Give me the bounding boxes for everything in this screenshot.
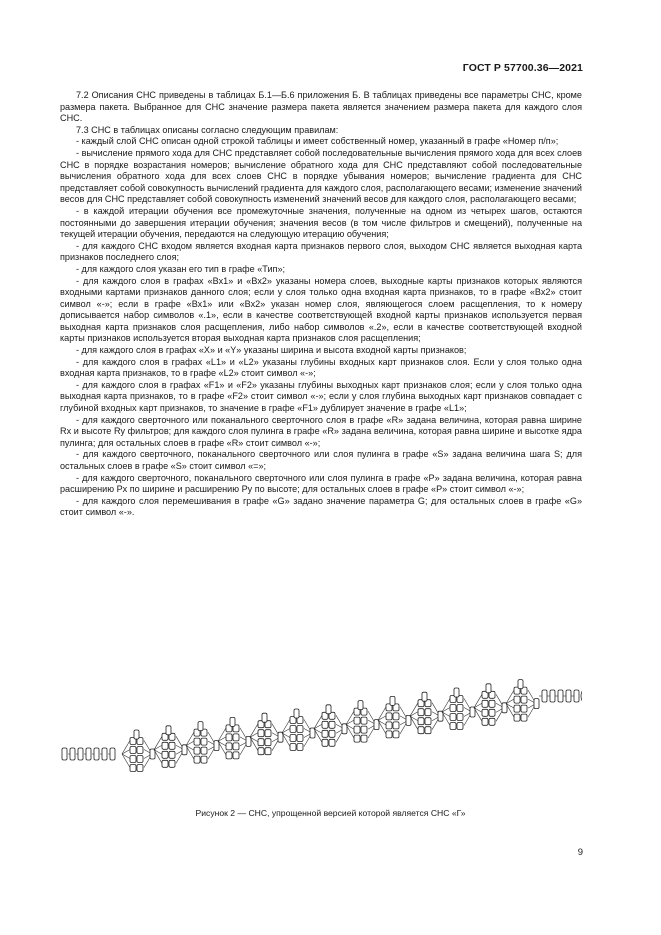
network-layer-node bbox=[482, 709, 488, 716]
paragraph: - для каждого сверточного, поканального сверточного или слоя пулинга в графе «P» задана величина, которая равна расширению Px по ширине и расширению Py по высоте; для остальных слоев в графе «P» стоит символ «-»; bbox=[60, 472, 582, 495]
paragraph: - для каждого СНС входом является входная карта признаков первого слоя, выходом СНС является выходная карта признаков последнего слоя; bbox=[60, 240, 582, 263]
cnn-network-diagram bbox=[60, 676, 582, 796]
network-layer-node bbox=[521, 696, 527, 703]
network-layer-node bbox=[457, 714, 463, 721]
network-layer-node bbox=[450, 723, 456, 730]
network-layer-node bbox=[265, 739, 271, 746]
network-layer-node bbox=[226, 752, 232, 759]
network-layer-node bbox=[386, 713, 392, 720]
network-layer-node bbox=[137, 747, 143, 754]
network-layer-node bbox=[258, 739, 264, 746]
network-layer-node bbox=[418, 718, 424, 725]
network-layer-node bbox=[393, 722, 399, 729]
network-layer-node bbox=[489, 709, 495, 716]
paragraph: - для каждого слоя перемешивания в графе «G» задано значение параметра G; для остальных слоев в графе «G» стоит символ «-». bbox=[60, 495, 582, 518]
network-layer-node bbox=[78, 748, 83, 760]
network-layer-node bbox=[393, 713, 399, 720]
network-layer-node bbox=[265, 730, 271, 737]
network-layer-node bbox=[294, 709, 299, 718]
network-layer-node bbox=[290, 735, 296, 742]
network-output-node bbox=[581, 690, 582, 702]
network-layer-node bbox=[390, 696, 395, 705]
network-layer-node bbox=[290, 744, 296, 751]
network-layer-node bbox=[354, 726, 360, 733]
network-layer-node bbox=[137, 765, 143, 772]
network-layer-node bbox=[534, 699, 539, 709]
network-layer-node bbox=[134, 730, 139, 739]
network-layer-node bbox=[558, 690, 563, 702]
network-layer-node bbox=[201, 756, 207, 763]
paragraph: - для каждого сверточного или поканального сверточного слоя в графе «R» задана величина, которая равна ширине Rx и высоте Ry фильтров; для каждого слоя пулинга в графе «R» задана величина, которая равна ширине и высотке ядра пулинга; для остальных слоев в графе «R» стоит символ «-»; bbox=[60, 414, 582, 448]
document-header-id: ГОСТ Р 57700.36—2021 bbox=[462, 62, 583, 74]
page-number: 9 bbox=[577, 847, 583, 858]
network-layer-node bbox=[489, 700, 495, 707]
network-layer-node bbox=[361, 735, 367, 742]
network-layer-node bbox=[329, 730, 335, 737]
network-layer-node bbox=[201, 747, 207, 754]
network-layer-node bbox=[354, 717, 360, 724]
network-layer-node bbox=[130, 747, 136, 754]
network-layer-node bbox=[514, 696, 520, 703]
network-layer-node bbox=[86, 748, 91, 760]
network-layer-node bbox=[233, 752, 239, 759]
network-layer-node bbox=[297, 726, 303, 733]
network-layer-node bbox=[226, 743, 232, 750]
network-layer-node bbox=[233, 743, 239, 750]
paragraph: - для каждого сверточного, поканального сверточного или слоя пулинга в графе «S» задана величина шага S; для остальных слоев в графе «S» стоит символ «=»; bbox=[60, 449, 582, 471]
network-layer-node bbox=[258, 748, 264, 755]
network-layer-node bbox=[450, 714, 456, 721]
network-layer-node bbox=[166, 726, 171, 735]
network-layer-node bbox=[542, 690, 547, 702]
paragraph: - для каждого слоя в графах «F1» и «F2» указаны глубины выходных карт признаков слоя; если у слоя только одна выходная карта признаков, то в графе «F2» стоит символ «-»; если у слоя глубина выходных карт признаков совпадает с глубиной входных карт признаков, то значение в графе «F1» дублирует значение в графе «L1»; bbox=[60, 379, 582, 414]
network-layer-node bbox=[450, 705, 456, 712]
network-layer-node bbox=[354, 735, 360, 742]
network-layer-node bbox=[418, 709, 424, 716]
network-layer-node bbox=[514, 714, 520, 721]
network-layer-node bbox=[425, 718, 431, 725]
paragraph: - для каждого слоя в графах «L1» и «L2» указаны глубины входных карт признаков слоя. Если у слоя только одна входная карта признаков, то в графе «L2» стоит символ «-»; bbox=[60, 356, 582, 379]
network-layer-node bbox=[169, 760, 175, 767]
network-layer-node bbox=[425, 709, 431, 716]
network-layer-node bbox=[226, 734, 232, 741]
network-layer-node bbox=[262, 713, 267, 722]
network-layer-node bbox=[194, 738, 200, 745]
network-layer-node bbox=[230, 717, 235, 726]
network-layer-node bbox=[322, 721, 328, 728]
paragraph: - для каждого слоя указан его тип в графе «Тип»; bbox=[76, 263, 286, 274]
network-layer-node bbox=[130, 756, 136, 763]
network-layer-node bbox=[265, 748, 271, 755]
network-layer-node bbox=[201, 738, 207, 745]
network-layer-node bbox=[361, 726, 367, 733]
network-layer-node bbox=[518, 680, 523, 689]
network-layer-node bbox=[297, 744, 303, 751]
network-layer-node bbox=[290, 726, 296, 733]
network-layer-node bbox=[194, 756, 200, 763]
network-layer-node bbox=[94, 748, 99, 760]
network-layer-node bbox=[194, 747, 200, 754]
network-layer-node bbox=[425, 727, 431, 734]
network-layer-node bbox=[514, 705, 520, 712]
network-layer-node bbox=[329, 739, 335, 746]
network-layer-node bbox=[169, 751, 175, 758]
network-layer-node bbox=[358, 701, 363, 710]
network-layer-node bbox=[482, 718, 488, 725]
paragraph: - для каждого слоя в графах «X» и «Y» указаны ширина и высота входной карты признаков; bbox=[76, 345, 467, 356]
paragraph: - в каждой итерации обучения все промежуточные значения, полученные на одном из четырех шагов, остаются постоянными до завершения итерации обучения; значения весов (в том числе фильтров и смещений), полученные на текущей итерации обучения, передаются на следующую итерацию обучения; bbox=[60, 205, 582, 240]
network-layer-node bbox=[418, 727, 424, 734]
network-layer-node bbox=[162, 751, 168, 758]
network-layer-node bbox=[297, 735, 303, 742]
network-layer-node bbox=[162, 742, 168, 749]
network-layer-node bbox=[233, 734, 239, 741]
network-layer-node bbox=[258, 730, 264, 737]
network-layer-node bbox=[137, 756, 143, 763]
network-layer-node bbox=[486, 684, 491, 693]
network-layer-node bbox=[130, 765, 136, 772]
network-layer-node bbox=[422, 692, 427, 701]
network-layer-node bbox=[102, 748, 107, 760]
paragraph: - каждый слой СНС описан одной строкой таблицы и имеет собственный номер, указанный в графе «Номер п/п»; bbox=[76, 136, 559, 147]
figure-caption: Рисунок 2 — СНС, упрощенной версией которой является СНС «Г» bbox=[195, 808, 466, 818]
network-layer-node bbox=[329, 721, 335, 728]
body-text bbox=[60, 90, 582, 519]
network-layer-node bbox=[322, 739, 328, 746]
network-layer-node bbox=[521, 705, 527, 712]
network-layer-node bbox=[482, 700, 488, 707]
network-layer-node bbox=[326, 705, 331, 714]
network-layer-node bbox=[457, 705, 463, 712]
network-layer-node bbox=[386, 731, 392, 738]
network-layer-node bbox=[169, 742, 175, 749]
network-layer-node bbox=[574, 690, 579, 702]
network-layer-node bbox=[566, 690, 571, 702]
network-layer-node bbox=[361, 717, 367, 724]
paragraph: 7.2 Описания СНС приведены в таблицах Б.1—Б.6 приложения Б. В таблицах приведены все параметры СНС, кроме размера пакета. Выбранное для СНС значение размера пакета является значением размера пакета для каждого слоя СНС. bbox=[60, 90, 582, 124]
network-layer-node bbox=[393, 731, 399, 738]
network-layer-node bbox=[521, 714, 527, 721]
network-layer-node bbox=[454, 688, 459, 697]
paragraph: - вычисление прямого хода для СНС представляет собой последовательные вычисления прямого хода для всех слоев СНС в порядке возрастания номеров; вычисление обратного хода для СНС представляют собой последовательные вычисления обратного хода для всех слоев СНС в порядке убывания номеров; вычисление градиента для СНС представляет собой совокупность вычислений градиента для каждого слоя, располагающего весами; изменение значений весов для СНС представляет собой совокупность изменений значений весов для каждого слоя, располагающего весами; bbox=[60, 147, 582, 205]
network-layer-node bbox=[70, 748, 75, 760]
paragraph: 7.3 СНС в таблицах описаны согласно следующим правилам: bbox=[76, 124, 339, 135]
network-layer-node bbox=[62, 748, 67, 760]
network-layer-node bbox=[162, 760, 168, 767]
network-layer-node bbox=[457, 723, 463, 730]
network-layer-node bbox=[489, 718, 495, 725]
network-layer-node bbox=[386, 722, 392, 729]
network-layer-node bbox=[322, 730, 328, 737]
network-layer-node bbox=[550, 690, 555, 702]
network-layer-node bbox=[110, 748, 115, 760]
network-layer-node bbox=[198, 722, 203, 731]
paragraph: - для каждого слоя в графах «Вх1» и «Вх2» указаны номера слоев, выходные карты признаков которых являются входными картами признаков данного слоя; если у слоя только одна входная карта признаков, то в графе «Вх2» стоит символ «-»; если в графе «Вх1» или «Вх2» указан номер слоя, являющегося слоем расщепления, то к номеру дописывается набор символов «.1», если в качестве соответствующей входной карты признаков используется первая выходная карта признаков слоя расщепления, либо набор символов «.2», если в качестве соответствующей входной карты признаков используется вторая выходная карта признаков слоя расщепления; bbox=[60, 275, 582, 344]
network-graph bbox=[60, 676, 582, 796]
